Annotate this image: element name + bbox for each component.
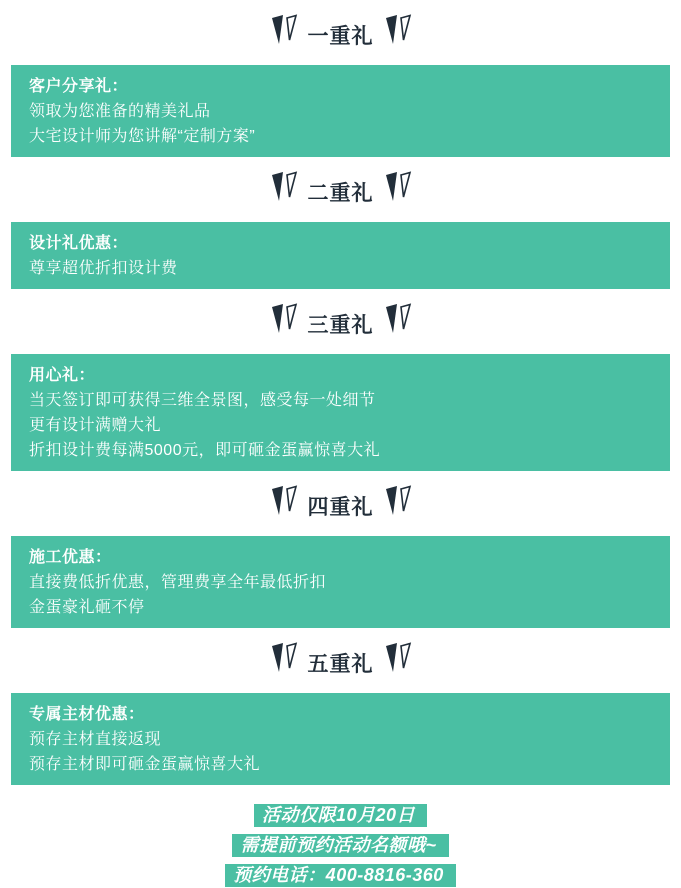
quote-marks-left-icon xyxy=(270,485,298,519)
gift-box xyxy=(11,65,670,157)
gift-line: 当天签订即可获得三维全景图，感受每一处细节 xyxy=(29,392,376,409)
gift-line: 更有设计满赠大礼 xyxy=(29,417,162,434)
gift-box xyxy=(11,536,670,628)
section-title xyxy=(0,14,681,54)
gift-box xyxy=(11,693,670,785)
gift-heading: 施工优惠： xyxy=(29,549,112,566)
quote-marks-right-icon xyxy=(384,14,412,48)
section-title xyxy=(0,171,681,211)
gift-heading: 用心礼： xyxy=(29,367,96,384)
quote-marks-left-icon xyxy=(270,171,298,205)
footer-line xyxy=(0,804,681,828)
gift-section-5 xyxy=(0,642,681,785)
gift-section-2 xyxy=(0,171,681,289)
gift-line: 预存主材即可砸金蛋赢惊喜大礼 xyxy=(29,756,261,773)
quote-marks-left-icon xyxy=(270,642,298,676)
gift-title: 四重礼 xyxy=(307,496,374,519)
gift-line: 折扣设计费每满5000元，即可砸金蛋赢惊喜大礼 xyxy=(29,442,381,459)
gift-box xyxy=(11,354,670,471)
quote-marks-left-icon xyxy=(270,14,298,48)
gift-line: 直接费低折优惠，管理费享全年最低折扣 xyxy=(29,574,327,591)
section-title xyxy=(0,485,681,525)
gift-title: 一重礼 xyxy=(307,25,374,48)
gift-title: 五重礼 xyxy=(307,653,374,676)
gift-line: 大宅设计师为您讲解“定制方案” xyxy=(29,128,256,145)
reservation-note-text: 需提前预约活动名额哦~ xyxy=(232,834,448,857)
quote-marks-right-icon xyxy=(384,642,412,676)
section-title xyxy=(0,303,681,343)
reservation-phone-text: 预约电话：400-8816-360 xyxy=(225,864,456,887)
footer-line xyxy=(0,834,681,858)
gift-line: 金蛋豪礼砸不停 xyxy=(29,599,145,616)
gift-heading: 设计礼优惠： xyxy=(29,235,129,252)
quote-marks-right-icon xyxy=(384,303,412,337)
footer-line xyxy=(0,864,681,888)
quote-marks-left-icon xyxy=(270,303,298,337)
gift-section-4 xyxy=(0,485,681,628)
gift-line: 尊享超优折扣设计费 xyxy=(29,260,178,277)
gift-box xyxy=(11,222,670,289)
event-date-text: 活动仅限10月20日 xyxy=(254,804,427,827)
gift-section-3 xyxy=(0,303,681,471)
gift-heading: 专属主材优惠： xyxy=(29,706,145,723)
quote-marks-right-icon xyxy=(384,485,412,519)
gift-section-1 xyxy=(0,14,681,157)
gift-title: 二重礼 xyxy=(307,182,374,205)
quote-marks-right-icon xyxy=(384,171,412,205)
section-title xyxy=(0,642,681,682)
gift-title: 三重礼 xyxy=(307,314,374,337)
gift-line: 领取为您准备的精美礼品 xyxy=(29,103,211,120)
gift-line: 预存主材直接返现 xyxy=(29,731,162,748)
gift-heading: 客户分享礼： xyxy=(29,78,129,95)
footer xyxy=(0,804,681,888)
